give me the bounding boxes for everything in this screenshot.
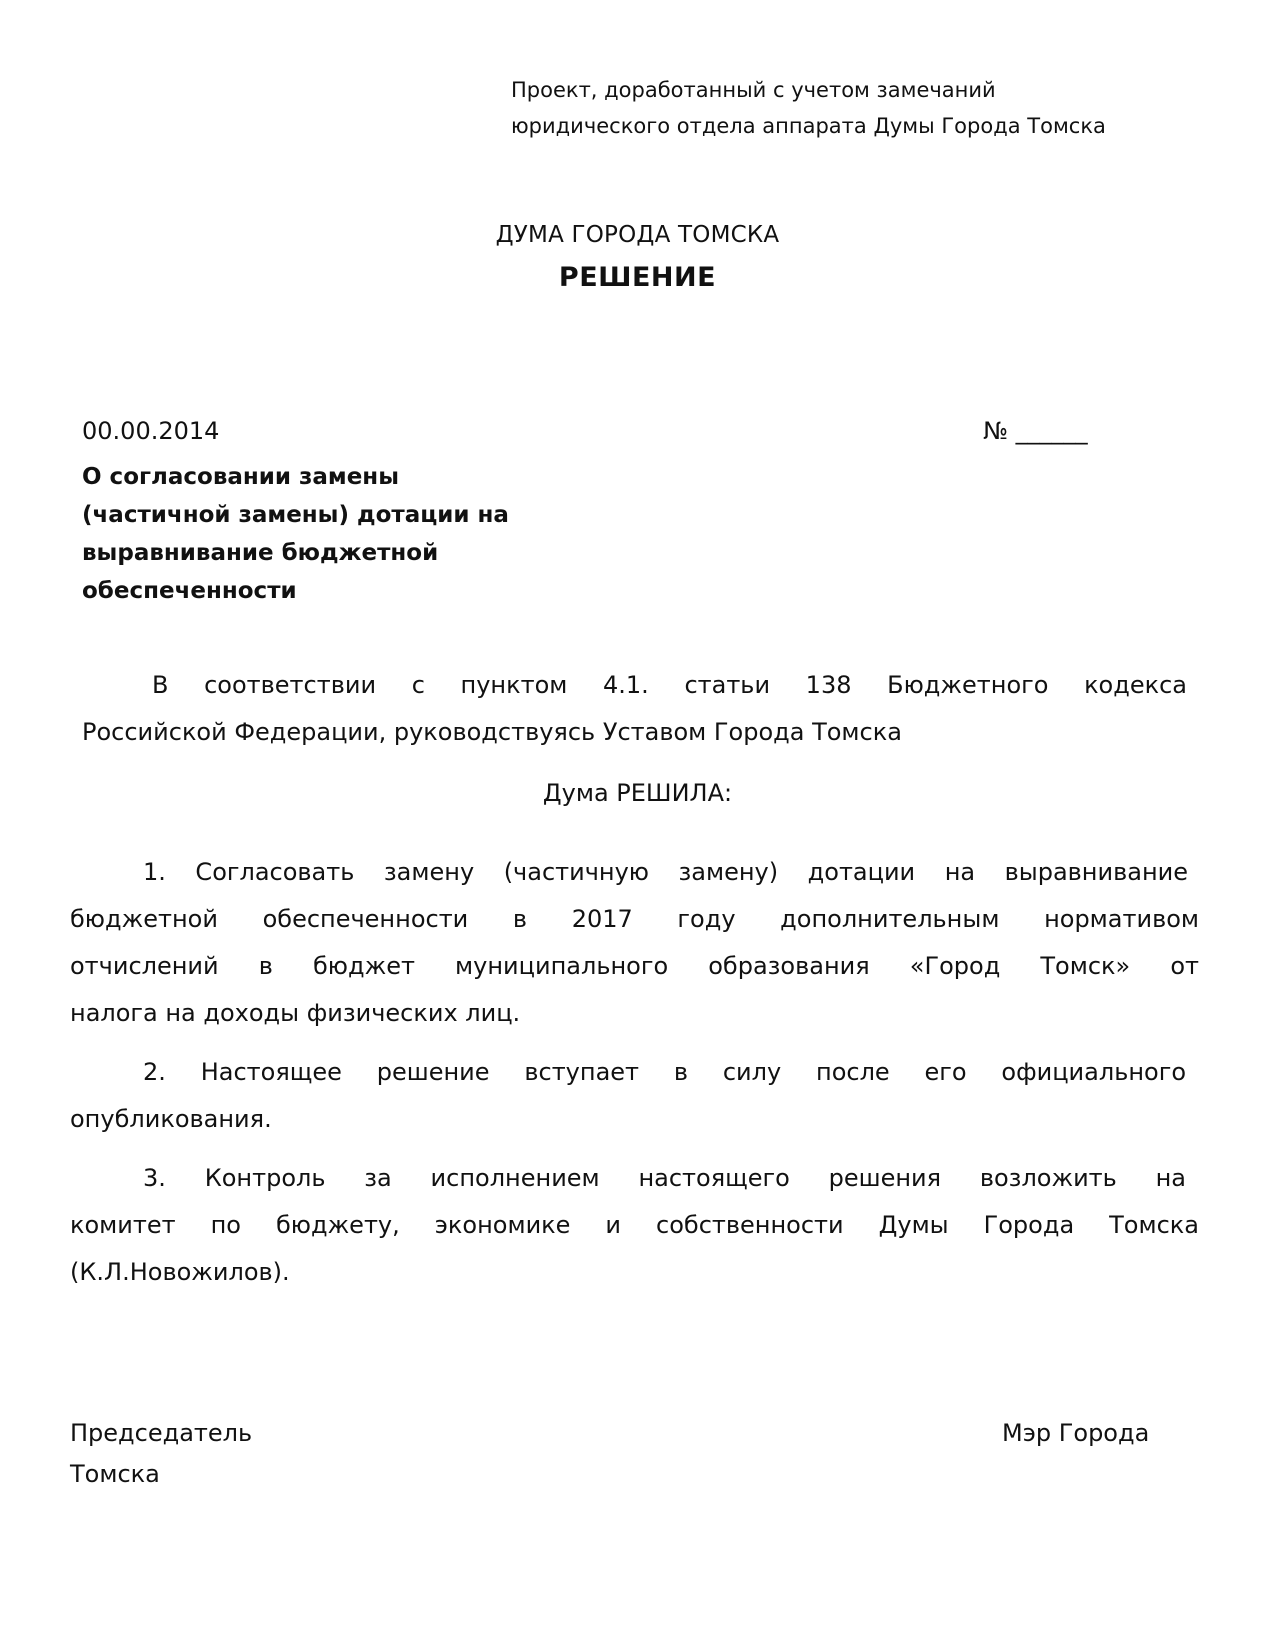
item-2-line: опубликования.	[70, 1105, 272, 1133]
chair-signature-title: Председатель	[70, 1419, 253, 1447]
document-date: 00.00.2014	[82, 417, 220, 445]
mayor-signature-title: Мэр Города	[1002, 1419, 1150, 1447]
document-type-title: РЕШЕНИЕ	[558, 262, 717, 293]
item-3-line: (К.Л.Новожилов).	[70, 1258, 290, 1286]
decided-heading: Дума РЕШИЛА:	[542, 779, 733, 807]
item-1-line: отчислений в бюджет муниципального образования «Город Томск» от	[70, 952, 1199, 980]
item-1-line: налога на доходы физических лиц.	[70, 999, 521, 1027]
chair-signature-city: Томска	[70, 1460, 160, 1488]
preamble-line-2: Российской Федерации, руководствуясь Уставом Города Томска	[82, 718, 902, 746]
draft-note-line-2: юридического отдела аппарата Думы Города Томска	[511, 114, 1106, 138]
item-3-line: 3. Контроль за исполнением настоящего решения возложить на	[143, 1164, 1186, 1192]
document-number: № ______	[983, 417, 1088, 445]
preamble-line-1: В соответствии с пунктом 4.1. статьи 138 Бюджетного кодекса	[152, 671, 1187, 699]
item-1-line: бюджетной обеспеченности в 2017 году дополнительным нормативом	[70, 905, 1199, 933]
item-1-line: 1. Согласовать замену (частичную замену) дотации на выравнивание	[143, 858, 1188, 886]
subject-line: выравнивание бюджетной	[82, 540, 439, 566]
subject-line: обеспеченности	[82, 578, 297, 604]
draft-note-line-1: Проект, доработанный с учетом замечаний	[511, 78, 996, 102]
item-3-line: комитет по бюджету, экономике и собственности Думы Города Томска	[70, 1211, 1199, 1239]
subject-line: О согласовании замены	[82, 464, 399, 490]
item-2-line: 2. Настоящее решение вступает в силу после его официального	[143, 1058, 1186, 1086]
subject-line: (частичной замены) дотации на	[82, 502, 509, 528]
authority-title: ДУМА ГОРОДА ТОМСКА	[495, 222, 780, 248]
document-subject	[82, 458, 582, 610]
